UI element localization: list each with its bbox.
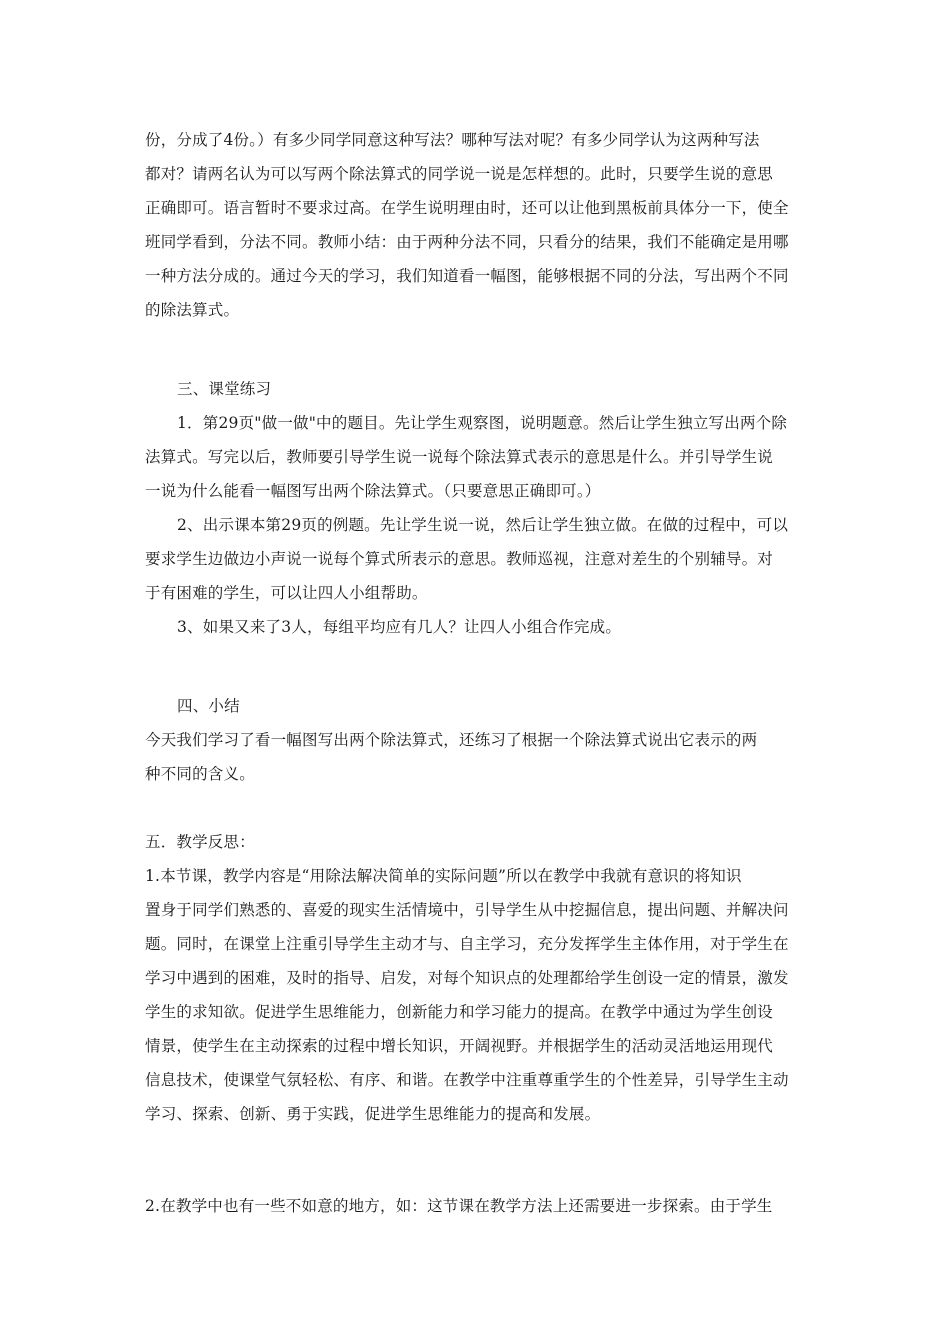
paragraph-line: 情景，使学生在主动探索的过程中增长知识，开阔视野。并根据学生的活动灵活地运用现代 [145,1037,774,1055]
paragraph-line: 信息技术，使课堂气氛轻松、有序、和谐。在教学中注重尊重学生的个性差异，引导学生主动 [145,1071,789,1089]
paragraph-line: 份，分成了4份。）有多少同学同意这种写法？哪种写法对呢？有多少同学认为这两种写法 [145,131,760,149]
paragraph-line: 学习中遇到的困难，及时的指导、启发，对每个知识点的处理都给学生创设一定的情景，激发 [145,969,789,987]
paragraph-line: 要求学生边做边小声说一说每个算式所表示的意思。教师巡视，注意对差生的个别辅导。对 [145,550,774,568]
paragraph-line: 题。同时，在课堂上注重引导学生主动才与、自主学习，充分发挥学生主体作用，对于学生在 [145,935,789,953]
paragraph-line: 2.在教学中也有一些不如意的地方，如：这节课在教学方法上还需要进一步探索。由于学生 [145,1197,773,1215]
paragraph-line: 今天我们学习了看一幅图写出两个除法算式，还练习了根据一个除法算式说出它表示的两 [145,731,758,749]
paragraph-line: 正确即可。语言暂时不要求过高。在学生说明理由时，还可以让他到黑板前具体分一下，使全 [145,199,789,217]
paragraph-line: 都对？请两名认为可以写两个除法算式的同学说一说是怎样想的。此时，只要学生说的意思 [145,165,774,183]
paragraph-line: 1．第29页"做一做"中的题目。先让学生观察图，说明题意。然后让学生独立写出两个除 [177,414,788,432]
paragraph-line: 的除法算式。 [145,301,240,319]
paragraph-line: 班同学看到，分法不同。教师小结：由于两种分法不同，只看分的结果，我们不能确定是用哪 [145,233,789,251]
paragraph-line: 置身于同学们熟悉的、喜爱的现实生活情境中，引导学生从中挖掘信息，提出问题、并解决问 [145,901,789,919]
paragraph-line: 种不同的含义。 [145,765,255,783]
section-heading: 三、课堂练习 [177,380,272,398]
paragraph-line: 2、出示课本第29页的例题。先让学生说一说，然后让学生独立做。在做的过程中，可以 [177,516,789,534]
paragraph-line: 学生的求知欲。促进学生思维能力，创新能力和学习能力的提高。在教学中通过为学生创设 [145,1003,774,1021]
paragraph-line: 一种方法分成的。通过今天的学习，我们知道看一幅图，能够根据不同的分法，写出两个不同 [145,267,789,285]
paragraph-line: 1.本节课，教学内容是“用除法解决简单的实际问题”所以在教学中我就有意识的将知识 [145,867,742,885]
paragraph-line: 于有困难的学生，可以让四人小组帮助。 [145,584,428,602]
paragraph-line: 一说为什么能看一幅图写出两个除法算式。（只要意思正确即可。） [145,482,601,500]
paragraph-line: 学习、探索、创新、勇于实践，促进学生思维能力的提高和发展。 [145,1105,601,1123]
paragraph-line: 3、如果又来了3人，每组平均应有几人？让四人小组合作完成。 [177,618,622,636]
section-heading: 五．教学反思： [145,833,255,851]
section-heading: 四、小结 [177,697,240,715]
paragraph-line: 法算式。写完以后，教师要引导学生说一说每个除法算式表示的意思是什么。并引导学生说 [145,448,774,466]
